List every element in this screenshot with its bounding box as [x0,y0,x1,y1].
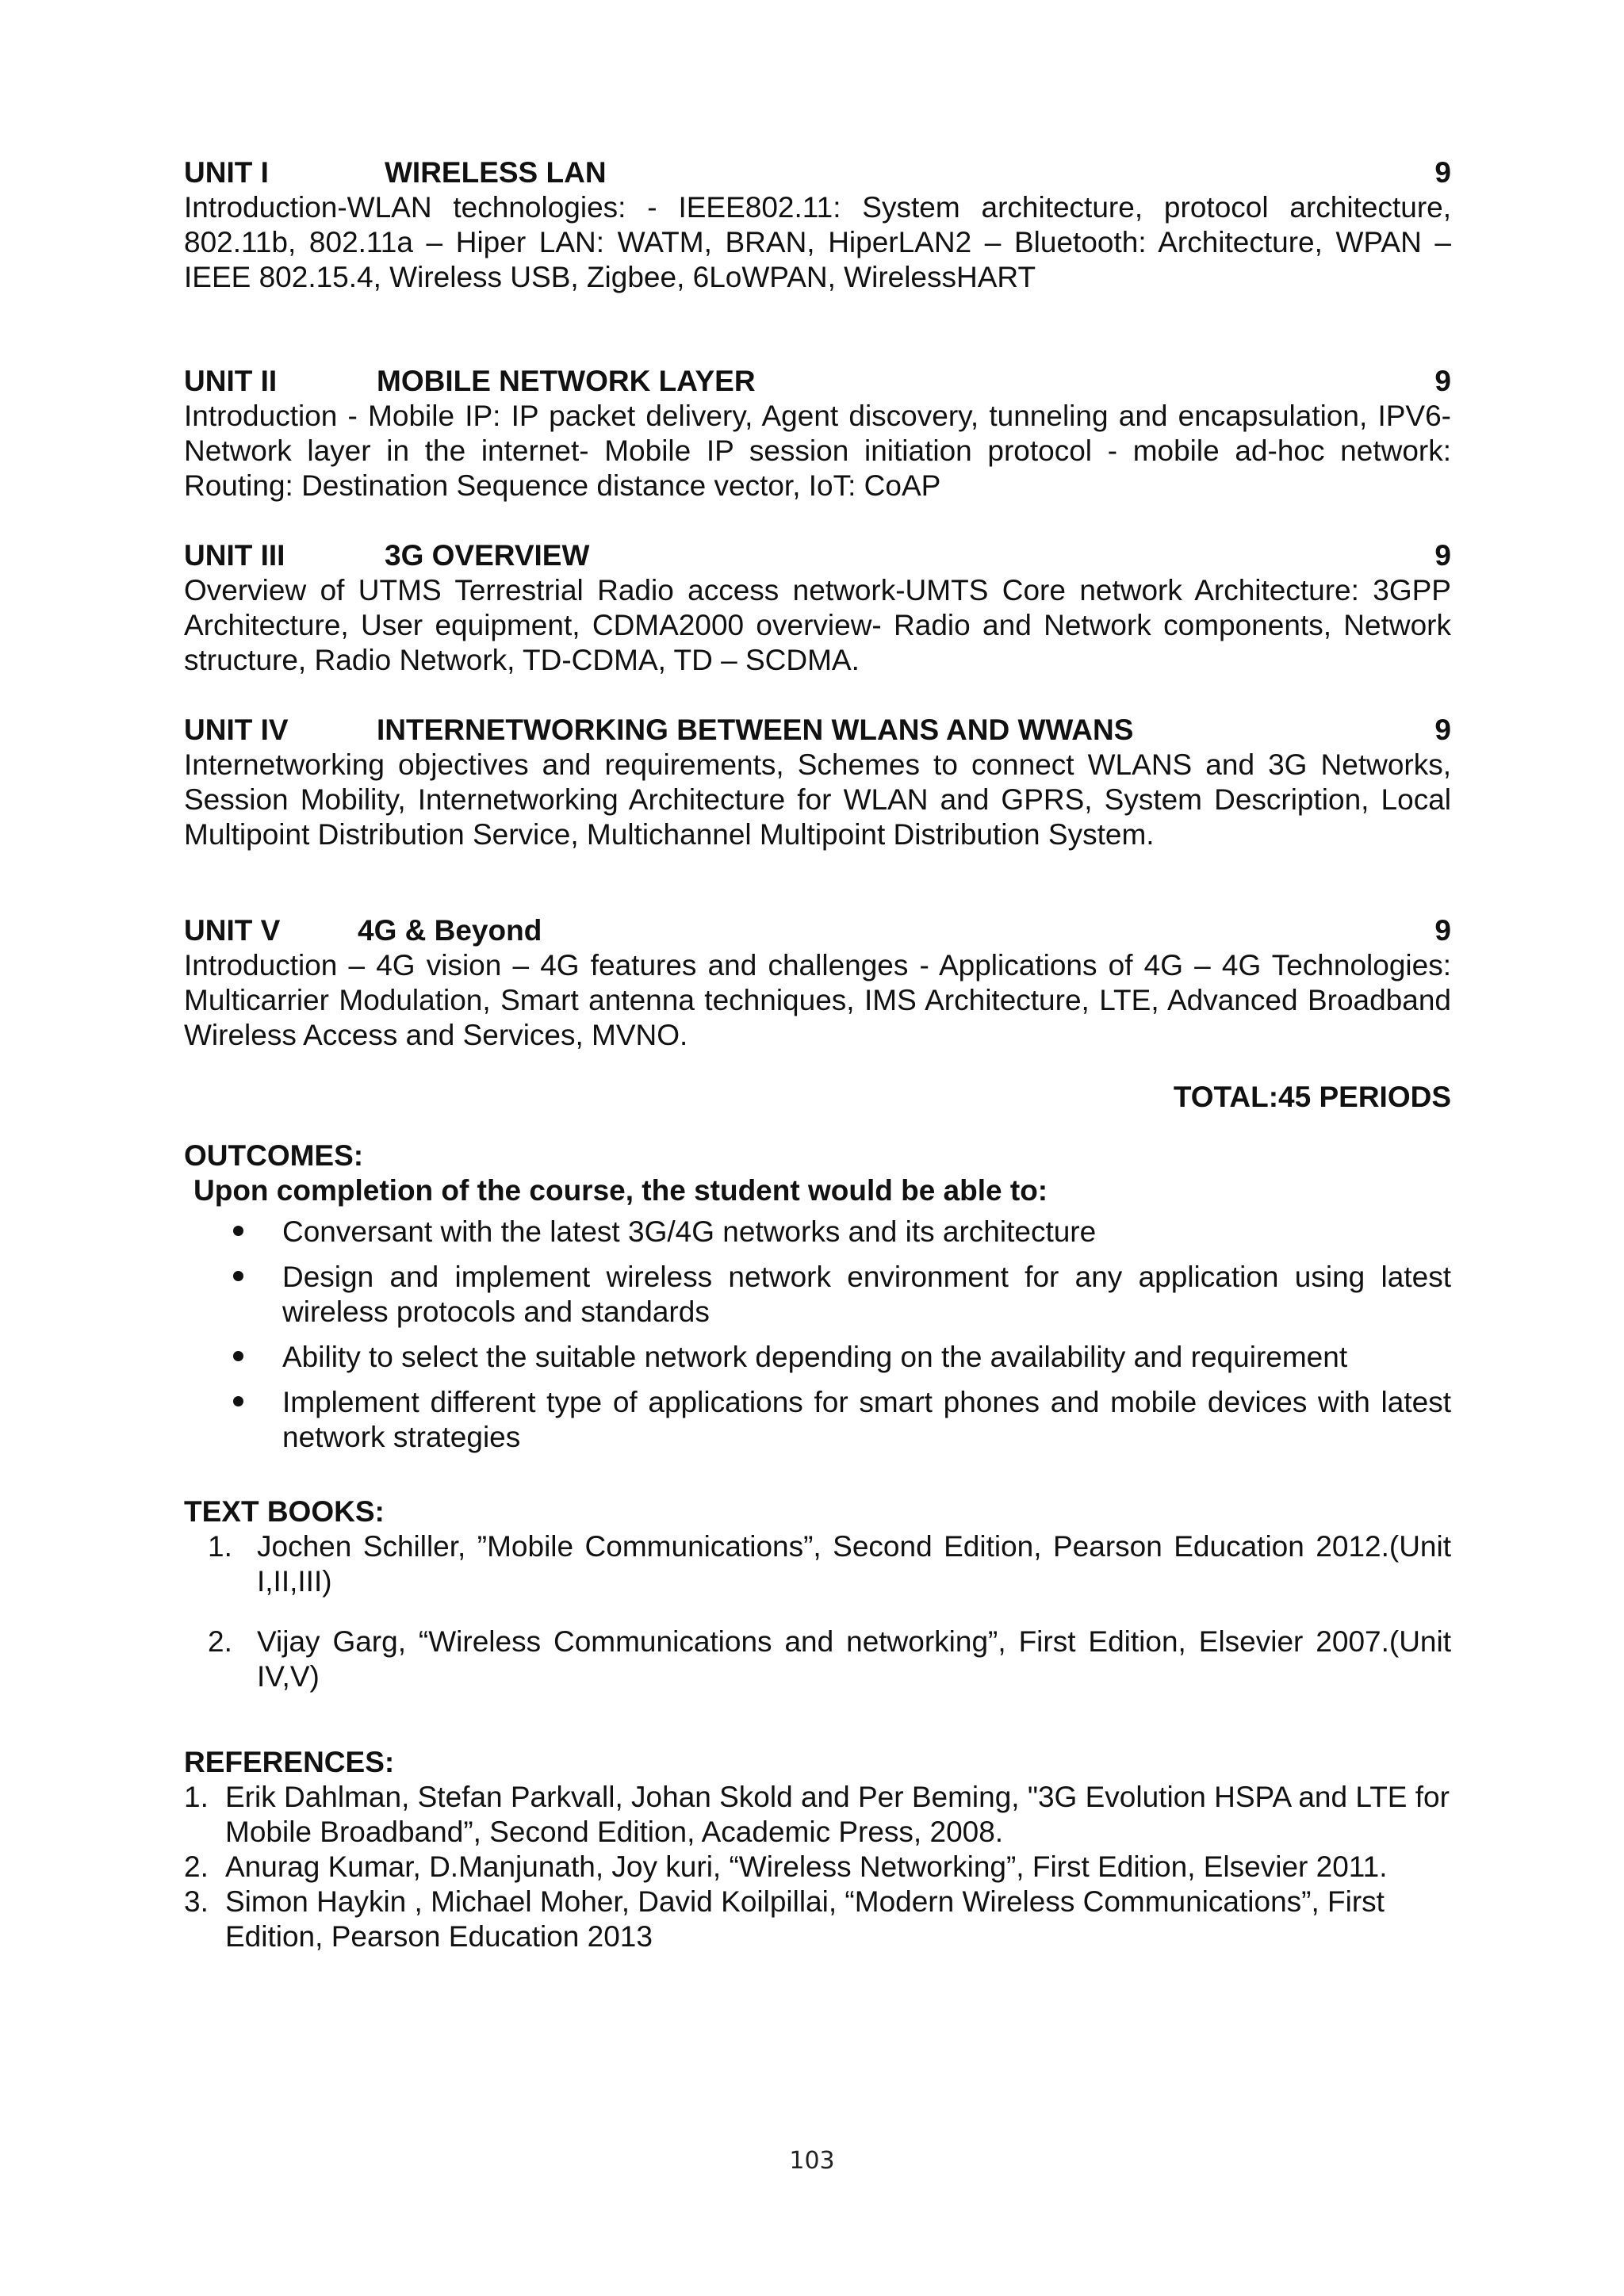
list-item [184,1780,1451,1850]
list-item [184,1385,1451,1455]
references-list [184,1780,1451,1954]
item-number: 1. [208,1530,232,1563]
unit-description: Introduction - Mobile IP: IP packet delivery, Agent discovery, tunneling and encapsulation, IPV6-Network layer in the internet- Mobile IP session initiation protocol - mobile ad-hoc network: Routing: Destination Sequence distance vector, IoT: CoAP [184,400,1451,502]
page-number: 103 [789,2147,835,2175]
book-citation: Vijay Garg, “Wireless Communications and networking”, First Edition, Elsevier 2007.(Unit IV,V) [257,1625,1451,1693]
bullet-icon [233,1271,243,1281]
unit-2-header [184,364,1451,399]
outcome-text: Conversant with the latest 3G/4G networks and its architecture [282,1215,1097,1248]
references-section [184,1745,1451,1954]
unit-description: Internetworking objectives and requirements, Schemes to connect WLANS and 3G Networks, Session Mobility, Internetworking Architecture for WLAN and GPRS, System Description, Local Multipoint Distribution Service, Multichannel Multipoint Distribution System. [184,748,1451,851]
list-item [184,1624,1451,1694]
unit-2 [184,364,1451,503]
list-item [184,1215,1451,1249]
book-citation: Jochen Schiller, ”Mobile Communications”, Second Edition, Pearson Education 2012.(Unit I,II,III) [257,1530,1451,1598]
item-number: 1. [184,1781,209,1813]
bullet-icon [233,1351,243,1361]
reference-citation: Erik Dahlman, Stefan Parkvall, Johan Skold and Per Beming, "3G Evolution HSPA and LTE for Mobile Broadband”, Second Edition, Academic Press, 2008. [225,1781,1450,1848]
unit-number: UNIT V [184,914,281,947]
unit-description: Introduction – 4G vision – 4G features and challenges - Applications of 4G – 4G Technologies: Multicarrier Modulation, Smart antenna techniques, IMS Architecture, LTE, Advanced Broadband Wireless Access and Services, MVNO. [184,949,1451,1051]
unit-description: Introduction-WLAN technologies: - IEEE802.11: System architecture, protocol architecture, 802.11b, 802.11a – Hiper LAN: WATM, BRAN, HiperLAN2 – Bluetooth: Architecture, WPAN – IEEE 802.15.4, Wireless USB, Zigbee, 6LoWPAN, WirelessHART [184,191,1451,293]
unit-title: INTERNETWORKING BETWEEN WLANS AND WWANS [377,714,1134,746]
unit-hours: 9 [1434,714,1451,746]
unit-hours: 9 [1434,365,1451,397]
references-heading: REFERENCES: [184,1746,395,1778]
unit-title: MOBILE NETWORK LAYER [377,365,756,397]
outcomes-list [184,1215,1451,1455]
list-item [184,1529,1451,1599]
unit-hours: 9 [1434,156,1451,189]
outcomes-heading: OUTCOMES: [184,1139,364,1172]
text-books-list [184,1529,1451,1694]
outcomes-intro: Upon completion of the course, the student would be able to: [193,1174,1048,1207]
unit-1-header [184,155,1451,190]
unit-number: UNIT I [184,156,269,189]
item-number: 3. [184,1885,209,1918]
unit-hours: 9 [1434,539,1451,572]
unit-number: UNIT II [184,365,278,397]
reference-citation: Simon Haykin , Michael Moher, David Koilpillai, “Modern Wireless Communications”, First Edition, Pearson Education 2013 [225,1885,1385,1953]
unit-3 [184,538,1451,678]
text-books-section [184,1494,1451,1694]
list-item [184,1885,1451,1954]
text-books-heading: TEXT BOOKS: [184,1495,385,1528]
unit-5 [184,913,1451,1053]
unit-1 [184,155,1451,295]
outcomes-section [184,1138,1451,1455]
reference-citation: Anurag Kumar, D.Manjunath, Joy kuri, “Wireless Networking”, First Edition, Elsevier 2011. [225,1850,1388,1883]
bullet-icon [233,1396,243,1406]
unit-5-header [184,913,1451,948]
total-periods: TOTAL:45 PERIODS [1173,1081,1451,1113]
list-item [184,1850,1451,1885]
unit-number: UNIT III [184,539,285,572]
unit-description: Overview of UTMS Terrestrial Radio access network-UMTS Core network Architecture: 3GPP Architecture, User equipment, CDMA2000 overview- Radio and Network components, Network structure, Radio Network, TD-CDMA, TD – SCDMA. [184,574,1451,676]
list-item [184,1340,1451,1375]
bullet-icon [233,1226,243,1236]
outcome-text: Design and implement wireless network environment for any application using latest wireless protocols and standards [282,1261,1451,1328]
unit-title: 4G & Beyond [358,914,542,947]
unit-title: WIRELESS LAN [385,156,607,189]
syllabus-page [184,155,1451,1954]
unit-3-header [184,538,1451,573]
list-item [184,1260,1451,1330]
unit-4 [184,713,1451,852]
unit-title: 3G OVERVIEW [385,539,590,572]
unit-number: UNIT IV [184,714,289,746]
item-number: 2. [184,1850,209,1883]
unit-4-header [184,713,1451,748]
unit-hours: 9 [1434,914,1451,947]
item-number: 2. [208,1625,232,1658]
outcome-text: Implement different type of applications for smart phones and mobile devices with latest network strategies [282,1386,1451,1453]
outcome-text: Ability to select the suitable network depending on the availability and requirement [282,1341,1348,1373]
